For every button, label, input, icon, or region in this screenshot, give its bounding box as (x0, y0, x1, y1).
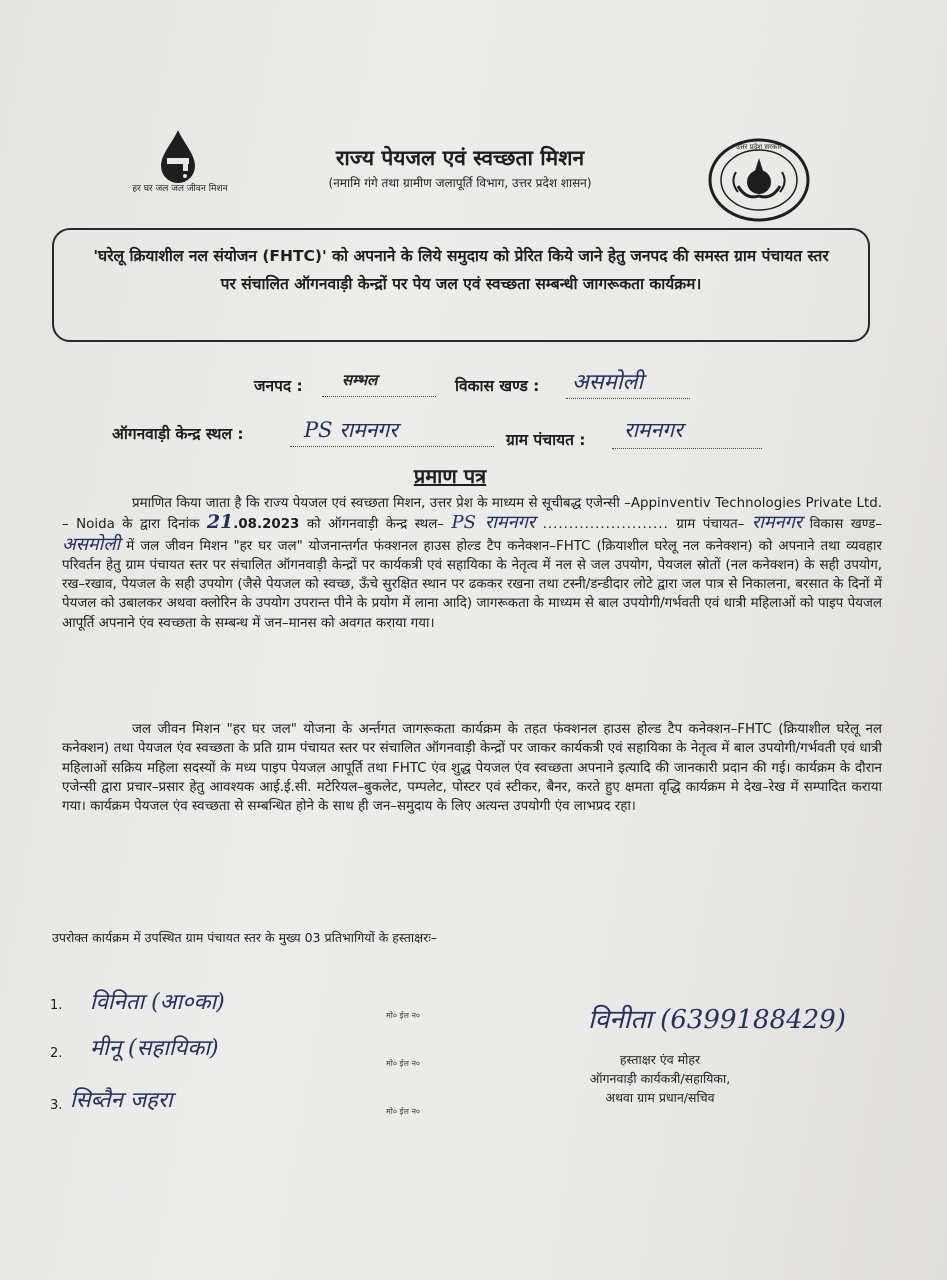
signatory-line-1: हस्ताक्षर एंव मोहर (619, 1052, 701, 1067)
participant-number: 1. (50, 998, 63, 1013)
phone-label: मो० ईल न० (386, 1059, 421, 1068)
gram-panchayat-field (612, 418, 762, 449)
janpad-value: सम्भल (342, 371, 378, 389)
gram-panchayat-value: रामनगर (624, 418, 683, 442)
participant-signature: मीनू (सहायिका) (90, 1036, 219, 1061)
participant-signature: सिब्तैन जहरा (70, 1088, 173, 1113)
participant-row-2 (50, 1036, 470, 1072)
program-banner: 'घरेलू क्रियाशील नल संयोजन (FHTC)' को अपनाने के लिये समुदाय को प्रेरित किये जाने हेतु जनपद की समस्त ग्राम पंचायत स्तर पर संचालित ऑगनवाड़ी केन्द्रों पर पेय जल एवं स्वच्छता सम्बन्धी जागरूकता कार्यक्रम। (52, 228, 870, 342)
p1-site-handwritten: PS रामनगर (451, 512, 536, 534)
water-drop-icon (153, 128, 203, 186)
vikas-khand-value: असमोली (572, 370, 644, 395)
har-ghar-jal-logo (125, 128, 235, 220)
participant-number: 3. (50, 1098, 63, 1113)
gram-panchayat-label: ग्राम पंचायत : (506, 431, 586, 449)
document-subtitle: (नमामि गंगे तथा ग्रामीण जलापूर्ति विभाग, उत्तर प्रदेश शासन) (328, 176, 592, 190)
participant-number: 2. (50, 1046, 63, 1061)
up-government-emblem-icon (708, 138, 810, 222)
signatory-block (560, 1050, 760, 1107)
p1-block-handwritten: असमोली (62, 533, 121, 555)
certificate-paragraph-2: जल जीवन मिशन "हर घर जल" योजना के अर्न्तगत जागरूकता कार्यक्रम के तहत फंक्शनल हाउस होल्ड टैप कनेक्शन–FHTC (क्रियाशील घरेलू नल कनेक्शन) तथा पेयजल एंव स्वच्छता के प्रति ग्राम पंचायत स्तर पर संचालित ऑगनवाड़ी केन्द्रों पर जाकर कार्यकत्री एवं सहायिका के नेतृत्व में बाल उपयोगी/गर्भवती एवं धात्री महिलाओं सक्रिय महिला सदस्यों के मध्य पाइप पेयजल आपूर्ति तथा FHTC एंव शुद्ध पेयजल एंव स्वच्छता अपनाने इत्यादि की जानकारी प्रदान की गई। कार्यक्रम के दौरान एजेन्सी द्वारा प्रचार–प्रसार हेतु आवश्यक आई.ई.सी. मटेरियल–बुकलेट, पम्पलेट, पोस्टर एवं स्टीकर, बैनर, करते हुए क्षमता वृद्धि कार्यक्रम मे देख–रेख में सम्पादित कराया गया। कार्यक्रम पेयजल एंव स्वच्छता से सम्बन्धित होने के साथ ही जन–समुदाय के लिए अत्यन्त उपयोगी एंव लाभप्रद रहा। (62, 722, 882, 815)
certificate-paragraph-1: प्रमाणित किया जाता है कि राज्य पेयजल एवं स्वच्छता मिशन, उत्तर प्रेश के माध्यम से सूचीबद्ध एजेन्सी –Appinventiv Technologies Private Ltd. – Noida के द्वारा दिनांक 21.08.2023 को ऑगनवाड़ी केन्द्र स्थल– PS रामनगर ........................ ग्राम पंचायत– रामनगर विकास खण्ड– असमोली में जल जीवन मिशन "हर घर जल" योजनान्तर्गत फंक्शनल हाउस होल्ड टैप कनेक्शन–FHTC (क्रियाशील घरेलू नल कनेक्शन) को अपनाने तथा व्यवहार परिवर्तन हेतु ग्राम पंचायत स्तर पर संचालित ऑगनवाड़ी केन्द्रों पर कार्यकत्री एवं सहायिका के नेतृत्व में नल से जल उपयोग, पेयजल स्रोतों (नल कनेक्शन) के सही उपयोग, रख–रखाव, पेयजल के सही उपयोग (जैसे पेयजल को स्वच्छ, ऊँचे सुरक्षित स्थान पर ढककर रखना तथा टस्नी/डन्डीदार लोटे द्वारा जल पात्र से निकालना, बरसात के दिनों में पेयजल को उबालकर अथवा क्लोरिन के उपयोग उपरान्त पीने के प्रयोग में लाना आदि) जागरूकता के माध्यम से बाल उपयोगी/गर्भवती एवं धात्री महिलाओं को पाइप पेयजल आपूर्ति अपनाने एंव स्वच्छता के सम्बन्ध में जन–मानस को अवगत कराया गया। (62, 496, 882, 631)
anganwadi-label: ऑगनवाड़ी केन्द्र स्थल : (112, 425, 244, 443)
signatory-signature: विनीता (6399188429) (588, 1005, 846, 1035)
phone-label: मो० ईल न० (386, 1011, 421, 1020)
vikas-khand-field (566, 370, 690, 399)
participant-row-1 (50, 990, 470, 1024)
p1-block-label: विकास खण्ड– (809, 517, 882, 533)
phone-label: मो० ईल न० (386, 1107, 421, 1116)
vikas-khand-label: विकास खण्ड : (455, 377, 540, 395)
participant-row-3 (50, 1088, 470, 1124)
p1-body: में जल जीवन मिशन "हर घर जल" योजनान्तर्गत फंक्शनल हाउस होल्ड टैप कनेक्शन–FHTC (क्रियाशील घरेलू नल कनेक्शन) को अपनाने तथा व्यवहार परिवर्तन हेतु ग्राम पंचायत स्तर पर संचालित ऑगनवाड़ी केन्द्रों पर कार्यकत्री एवं सहायिका के नेतृत्व में नल से जल उपयोग, पेयजल स्रोतों (नल कनेक्शन) के सही उपयोग, रख–रखाव, पेयजल के सही उपयोग (जैसे पेयजल को स्वच्छ, ऊँचे सुरक्षित स्थान पर ढककर रखना तथा टस्नी/डन्डीदार लोटे द्वारा जल पात्र से निकालना, बरसात के दिनों में पेयजल को उबालकर अथवा क्लोरिन के उपयोग उपरान्त पीने के प्रयोग में लाना आदि) जागरूकता के माध्यम से बाल उपयोगी/गर्भवती एवं धात्री महिलाओं को पाइप पेयजल आपूर्ति अपनाने एंव स्वच्छता के सम्बन्ध में जन–मानस को अवगत कराया गया। (62, 538, 882, 631)
certificate-heading: प्रमाण पत्र (413, 464, 487, 488)
janpad-field (322, 371, 436, 397)
date-rest: .08.2023 (233, 517, 300, 533)
p1-gp-handwritten: रामनगर (751, 512, 803, 534)
signatory-line-3: अथवा ग्राम प्रधान/सचिव (605, 1090, 715, 1105)
p1-intro: प्रमाणित किया जाता है कि राज्य पेयजल एवं स्वच्छता मिशन, उत्तर प्रेश के माध्यम से सूचीबद्ध एजेन्सी –Appinventiv Technologies Private Ltd. – Noida के द्वारा दिनांक (62, 496, 882, 533)
participants-intro: उपरोक्त कार्यक्रम में उपस्थित ग्राम पंचायत स्तर के मुख्य 03 प्रतिभागियों के हस्ताक्षरः– (52, 930, 437, 945)
p1-gp-label: ग्राम पंचायत– (676, 517, 745, 533)
anganwadi-value: PS रामनगर (304, 418, 398, 442)
date-day-handwritten: 21 (206, 511, 234, 534)
participant-signature: विनिता (आ०का) (90, 990, 225, 1015)
document-title: राज्य पेयजल एवं स्वच्छता मिशन (335, 146, 585, 170)
janpad-label: जनपद : (254, 377, 303, 395)
emblem-text: उत्तर प्रदेश सरकार (735, 143, 783, 151)
p1-site-label: को ऑगनवाड़ी केन्द्र स्थल– (306, 517, 444, 533)
anganwadi-field (290, 418, 494, 447)
logo-text: हर घर जल जल जीवन मिशन (132, 184, 228, 194)
signatory-line-2: ऑगनवाड़ी कार्यकत्री/सहायिका, (589, 1071, 731, 1086)
